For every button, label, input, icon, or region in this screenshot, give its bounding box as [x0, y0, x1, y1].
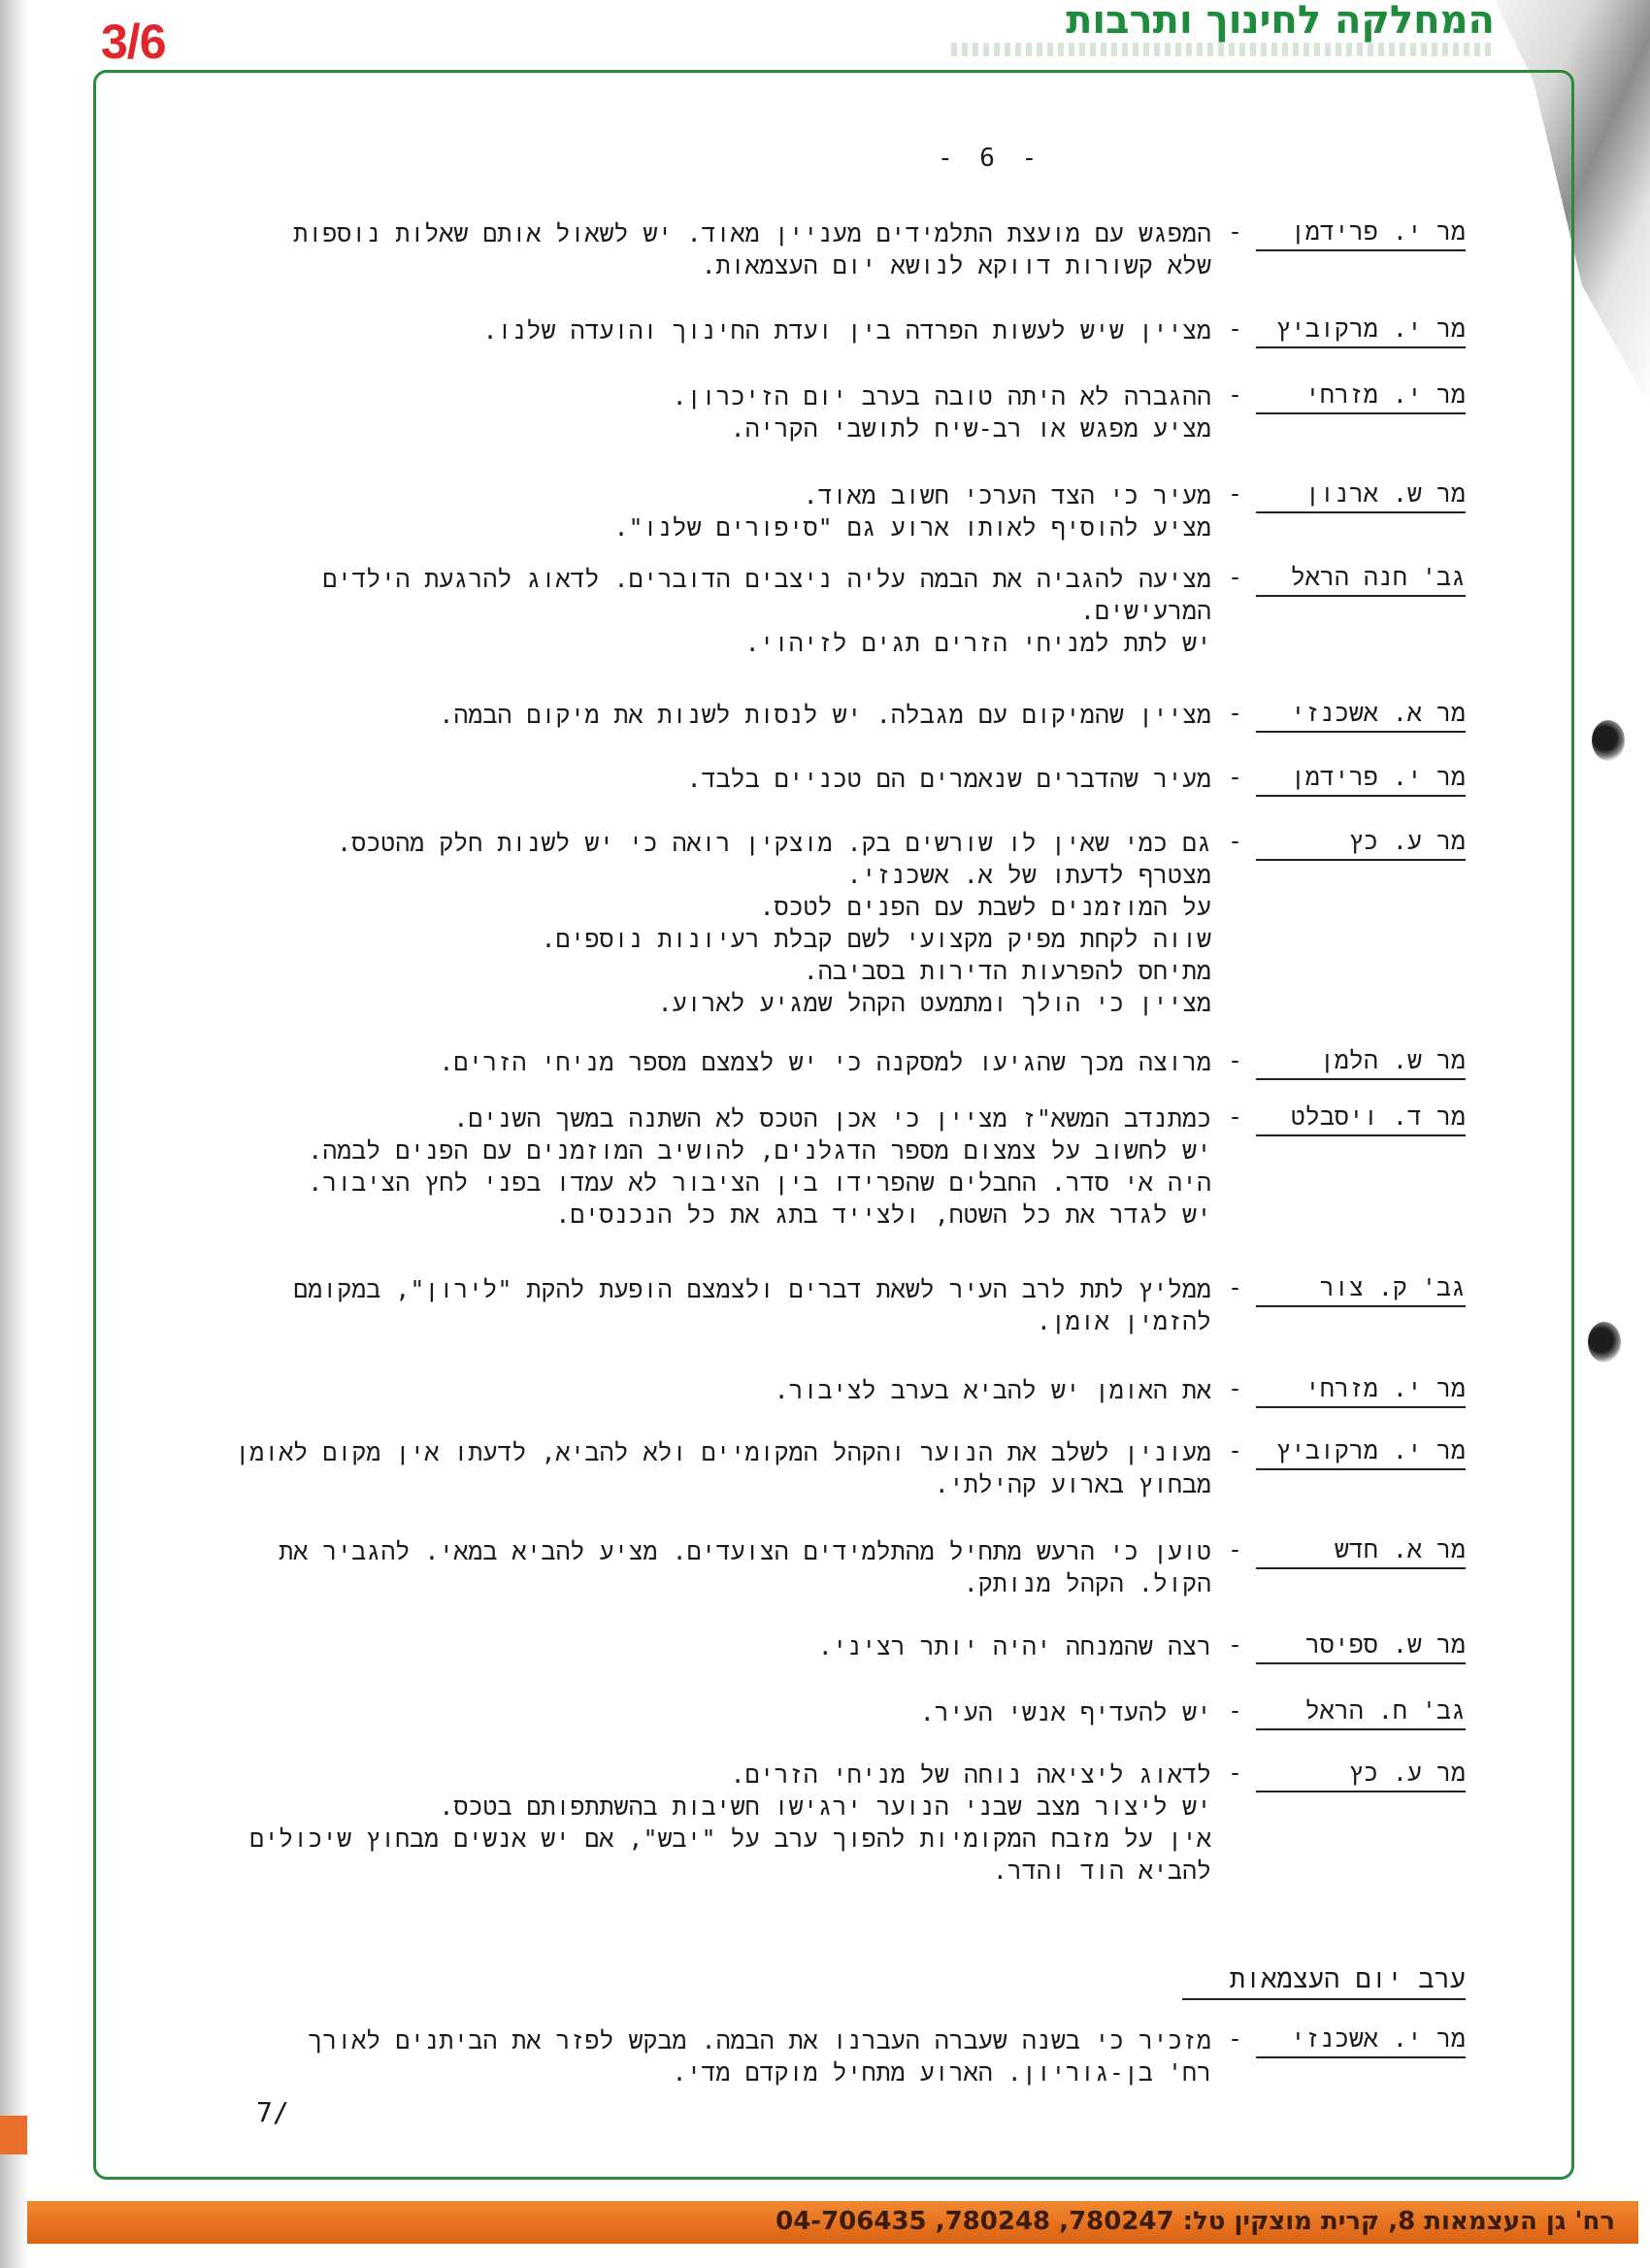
letterhead-title: המחלקה לחינוך ותרבות: [1066, 0, 1495, 43]
statement-line: מציין שיש לעשות הפרדה בין ועדת החינוך והועדה שלנו.: [482, 316, 1211, 345]
statement-line: מצטרף לדעתו של א. אשכנזי.: [846, 861, 1211, 889]
statement-line: היה אי סדר. החבלים שהפרידו בין הציבור לא עמדו בפני לחץ הציבור.: [308, 1168, 1211, 1197]
statement-text: [136, 699, 1211, 731]
statement-text: [136, 217, 1211, 281]
statement-line: את האומן יש להביא בערב לציבור.: [774, 1376, 1211, 1404]
footer-bar: [27, 2201, 1638, 2244]
letterhead-underline: [951, 43, 1495, 56]
statement-line: על המוזמנים לשבת עם הפנים לטכס.: [759, 893, 1211, 921]
speaker-dash: -: [1227, 563, 1242, 591]
statement-line: שלא קשורות דווקא לנושא יום העצמאות.: [701, 251, 1211, 279]
speaker-name: מר ע. כץ: [1256, 1759, 1466, 1792]
statement-line: ההגברה לא היתה טובה בערב יום הזיכרון.: [672, 382, 1211, 411]
speaker-dash: -: [1227, 1759, 1242, 1787]
statement-line: לדאוג ליציאה נוחה של מניחי הזרים.: [730, 1760, 1211, 1789]
speaker-dash: -: [1227, 1102, 1242, 1131]
statement-line: ממליץ לתת לרב העיר לשאת דברים ולצמצם הופעת להקת "לירון", במקומם: [293, 1275, 1211, 1303]
speaker-name: מר ש. ארנון: [1256, 479, 1466, 513]
statement-text: [136, 1630, 1211, 1662]
speaker-dash: -: [1227, 1696, 1242, 1725]
statement-line: מציע להוסיף לאותו ארוע גם "סיפורים שלנו".: [613, 513, 1211, 542]
statement-text: [136, 2024, 1211, 2088]
speaker-name: מר ע. כץ: [1256, 827, 1466, 861]
statement-line: מציין שהמיקום עם מגבלה. יש לנסות לשנות את מיקום הבמה.: [439, 701, 1211, 729]
statement-line: מתיחס להפרעות הדירות בסביבה.: [803, 957, 1211, 985]
statement-line: מעיר כי הצד הערכי חשוב מאוד.: [803, 481, 1211, 509]
speaker-name: מר י. פרידמן: [1256, 217, 1466, 251]
statement-line: המפגש עם מועצת התלמידים מעניין מאוד. יש לשאול אותם שאלות נוספות: [293, 219, 1211, 247]
statement-text: [136, 763, 1211, 795]
statement-line: רצה שהמנחה יהיה יותר רציני.: [817, 1632, 1211, 1660]
continuation-marker: 7/: [256, 2096, 289, 2128]
speaker-name: מר י. פרידמן: [1256, 763, 1466, 797]
statement-line: מזכיר כי בשנה שעברה העברנו את הבמה. מבקש לפזר את הביתנים לאורך: [308, 2026, 1211, 2054]
statement-line: המרעישים.: [1079, 597, 1211, 625]
statement-line: מבחוץ בארוע קהילתי.: [934, 1470, 1211, 1498]
statement-line: מציעה להגביה את הבמה עליה ניצבים הדוברים. לדאוג להרגעת הילדים: [322, 565, 1211, 593]
speaker-dash: -: [1227, 827, 1242, 855]
statement-line: יש להעדיף אנשי העיר.: [919, 1698, 1211, 1726]
statement-line: להזמין אומן.: [1036, 1307, 1211, 1335]
statement-line: הקול. הקהל מנותק.: [963, 1569, 1211, 1597]
statement-line: מציין כי הולך ומתמעט הקהל שמגיע לארוע.: [657, 989, 1211, 1017]
scan-left-edge: [0, 0, 29, 2268]
binder-hole: [1592, 720, 1625, 761]
statement-text: [136, 1696, 1211, 1728]
speaker-dash: -: [1227, 1273, 1242, 1301]
speaker-name: גב' חנה הראל: [1256, 563, 1466, 597]
statement-line: אין על מזבח המקומיות להפוך ערב על "יבש", אם יש אנשים מבחוץ שיכולים: [249, 1824, 1211, 1853]
statement-text: [136, 1046, 1211, 1078]
speaker-name: מר ש. הלמן: [1256, 1046, 1466, 1080]
statement-line: יש לגדר את כל השטח, ולצייד בתג את כל הנכנסים.: [555, 1200, 1211, 1229]
statement-line: רח' בן-גוריון. הארוע מתחיל מוקדם מדי.: [672, 2058, 1211, 2087]
speaker-dash: -: [1227, 1630, 1242, 1659]
speaker-dash: -: [1227, 1436, 1242, 1464]
statement-text: [136, 1436, 1211, 1500]
statement-text: [136, 563, 1211, 659]
statement-line: מרוצה מכך שהגיעו למסקנה כי יש לצמצם מספר מניחי הזרים.: [439, 1048, 1211, 1076]
scan-edge-stripe: [0, 2116, 29, 2154]
statement-line: גם כמי שאין לו שורשים בק. מוצקין רואה כי יש לשנות חלק מהטכס.: [337, 829, 1211, 857]
section-header: ערב יום העצמאות: [1182, 1964, 1466, 2000]
speaker-dash: -: [1227, 479, 1242, 508]
statement-line: יש ליצור מצב שבני הנוער ירגישו חשיבות בהשתתפותם בטכס.: [439, 1792, 1211, 1821]
speaker-name: מר א. חדש: [1256, 1535, 1466, 1569]
speaker-name: מר י. מזרחי: [1256, 380, 1466, 414]
speaker-dash: -: [1227, 217, 1242, 246]
statement-line: שווה לקחת מפיק מקצועי לשם קבלת רעיונות נוספים.: [541, 925, 1211, 953]
speaker-name: מר י. מרקוביץ: [1256, 314, 1466, 348]
statement-line: יש לתת למניחי הזרים תגים לזיהוי.: [744, 629, 1211, 657]
speaker-name: מר י. מרקוביץ: [1256, 1436, 1466, 1470]
statement-line: מעונין לשלב את הנוער והקהל המקומיים ולא להביא, לדעתו אין מקום לאומן: [235, 1438, 1211, 1466]
speaker-name: מר י. מזרחי: [1256, 1374, 1466, 1408]
statement-text: [136, 479, 1211, 543]
statement-text: [136, 1374, 1211, 1406]
page-counter: 3/6: [101, 15, 166, 69]
binder-hole: [1588, 1322, 1621, 1363]
statement-text: [136, 1535, 1211, 1599]
footer-address: רח' גן העצמאות 8, קרית מוצקין טל: 780247, 780248, 04-706435: [776, 2207, 1615, 2236]
speaker-name: מר א. אשכנזי: [1256, 699, 1466, 733]
statement-line: כמתנדב המשא"ז מציין כי אכן הטכס לא השתנה במשך השנים.: [453, 1104, 1211, 1133]
statement-line: להביא הוד והדר.: [992, 1857, 1211, 1885]
speaker-dash: -: [1227, 1374, 1242, 1402]
speaker-dash: -: [1227, 2024, 1242, 2053]
speaker-dash: -: [1227, 380, 1242, 409]
statement-line: מציע מפגש או רב-שיח לתושבי הקריה.: [730, 414, 1211, 443]
statement-text: [136, 1102, 1211, 1231]
speaker-dash: -: [1227, 1535, 1242, 1563]
speaker-name: גב' ק. צור: [1256, 1273, 1466, 1307]
speaker-dash: -: [1227, 763, 1242, 791]
statement-text: [136, 380, 1211, 444]
speaker-name: מר ד. ויסבלט: [1256, 1102, 1466, 1136]
speaker-name: מר ש. ספיסר: [1256, 1630, 1466, 1664]
speaker-name: גב' ח. הראל: [1256, 1696, 1466, 1730]
statement-text: [136, 827, 1211, 1019]
speaker-dash: -: [1227, 699, 1242, 727]
page-number: - 6 -: [938, 144, 1043, 173]
speaker-name: מר י. אשכנזי: [1256, 2024, 1466, 2058]
statement-text: [136, 1273, 1211, 1337]
speaker-dash: -: [1227, 314, 1242, 343]
statement-text: [136, 1759, 1211, 1887]
statement-line: טוען כי הרעש מתחיל מהתלמידים הצועדים. מציע להביא במאי. להגביר את: [279, 1537, 1211, 1565]
statement-line: יש לחשוב על צמצום מספר הדגלנים, להושיב המוזמנים עם הפנים לבמה.: [308, 1136, 1211, 1165]
speaker-dash: -: [1227, 1046, 1242, 1074]
statement-text: [136, 314, 1211, 346]
statement-line: מעיר שהדברים שנאמרים הם טכניים בלבד.: [686, 765, 1211, 793]
